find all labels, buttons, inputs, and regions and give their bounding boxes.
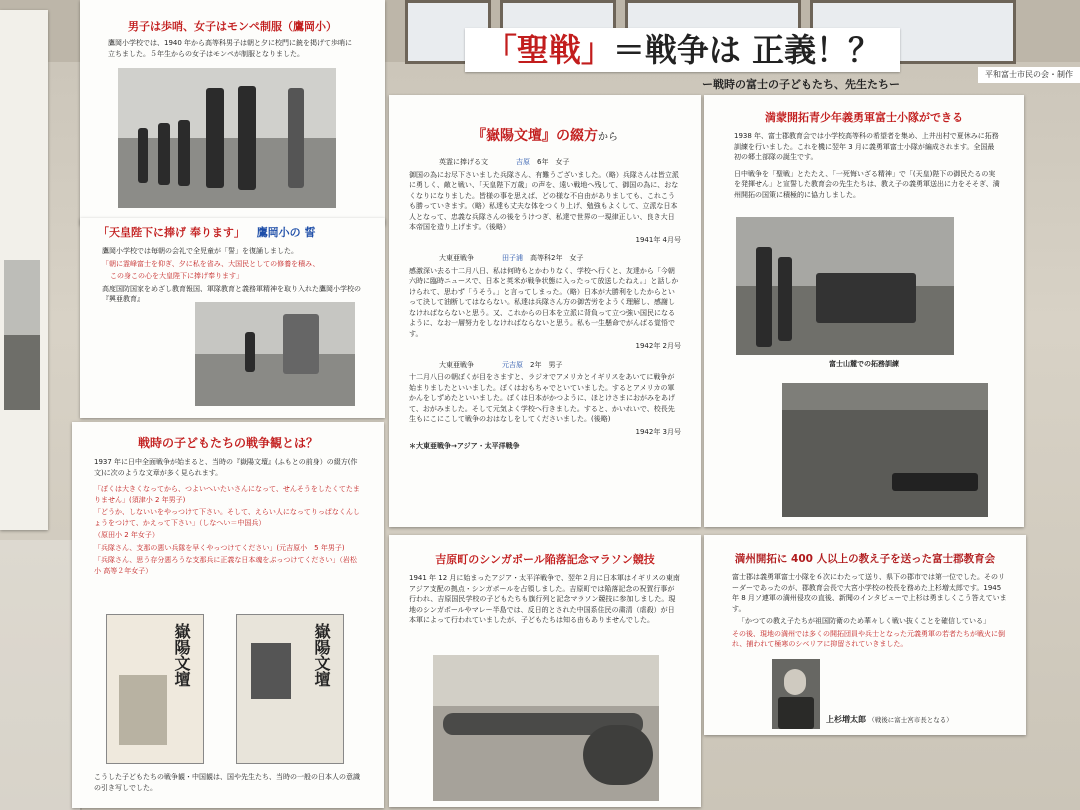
essay3-date: 1942年 3月号 — [635, 427, 681, 436]
teachers-body: 富士郡は義勇軍富士小隊を６次にわたって送り、県下の郡市では第一位でした。そのリーダーであったのが、郡教育会長で大宮小学校の校長を務めた上杉増太郎です。1945 年 8 月ソ連軍の満州侵攻の直後、新聞のインタビューで上杉は勇ましくこう答えています。 — [732, 573, 1007, 613]
photo-guard-post — [195, 302, 355, 406]
panel-title: 戦時の子どもたちの戦争観とは？ — [137, 436, 318, 450]
portrait-caption — [826, 715, 1026, 726]
panel-title: 男子は歩哨、女子はモンペ制服（鷹岡小） — [128, 20, 337, 33]
children-footer: こうした子どもたちの戦争観・中国観は、国や先生たち、当時の一般の日本人の意識の引き写しでした。 — [94, 773, 360, 792]
essay2-body: 感激深い去る十二月八日、私は何時もとかわりなく、学校へ行くと、友達から「今朝六時に臨時ニュースで、日本と英米が戦争状態に入ったって放送したねえ。」と話しかけられて、思わず「うそう。」と言ってしまった。（略）日本が大勝利をしたからといって決して油断してはならない。私達は兵隊さん方の御苦労をようく理解し、感謝しなければならないと思う。又、これからの日本を立派に背負って立つ強い国民になるように、なお一層努力をしなければならないと思う。私も一生懸命でがんばる覚悟です。 — [409, 266, 679, 338]
essays-title: 『嶽陽文壇』の綴方 — [472, 128, 598, 144]
essay1-date: 1941年 4月号 — [635, 235, 681, 244]
cover-title-b: 嶽陽文壇 — [312, 623, 331, 687]
panel-title: 満州開拓に 400 人以上の教え子を送った富士郡教育会 — [734, 553, 996, 565]
panel-essays — [389, 95, 701, 527]
panel-title: 吉原町のシンガポール陥落記念マラソン競技 — [435, 553, 655, 566]
children-intro: 1937 年に日中全面戦争が始まると、当時の『嶽陽文壇』(ふもとの前身）の綴方(作文)に次のような文章が多く見られます。 — [94, 458, 358, 477]
marathon-body: 1941 年 12 月に始まったアジア・太平洋戦争で、翌年２月に日本軍はイギリスの東南アジア支配の拠点・シンガポールを占領しました。吉原町では陥落記念の祝賀行事が行われ、吉原国民学校の子どもたちも旗行列と記念マラソン競技に参加しました。現地のシンガポールやマレー半島では、反日的とされた中国系住民の粛清（虐殺）が日本軍によって行われていましたが、子どもたちは知る由もありませんでした。 — [409, 574, 680, 624]
panel-monpe — [80, 0, 385, 225]
main-title-rest: ＝戦争は 正義！？ — [612, 31, 881, 69]
panel-title — [98, 224, 367, 240]
children-quote1: 「ぼくは大きくなってから、つよいへいたいさんになって、せんそうをしたくてたまりません」(須津小 2 年男子) — [94, 485, 360, 504]
org-label: 平和富士市民の会・制作 — [978, 67, 1080, 83]
essay1-body: 御国の為にお尽下さいました兵隊さん、有難うございました。（略）兵隊さんは皆立派に勇しく、敵と戦い、「天皇陛下万歳」の声を、遠い戦地へ残して、御国の為に、おなくなりになりました。皆様の事を思えば、どの様な不自由がありましても、これこうも勝っていきます。（略）私達も丈夫な体をつくり上げ、勉強もよくして、立派な日本人となって、忠義な兵隊さんの後をうけつぎ、私達で世界の一現律正しい、良き大日本帝国を造り上げます。（後略） — [409, 170, 679, 231]
panel-oath — [80, 218, 385, 418]
main-title — [465, 28, 900, 72]
magazine-cover-a — [106, 614, 204, 764]
oath-title-b: 鷹岡小の 誓 — [256, 226, 316, 239]
essays-note: ＊大東亜戦争→アジア・太平洋戦争 — [409, 442, 520, 450]
teachers-body2: その後、現地の満州では多くの開拓団員や兵士となった元義勇軍の若者たちが戦火に倒れ、捕われて極寒のシベリアに抑留されていきました。 — [732, 629, 1005, 648]
oath-line1: 鷹岡小学校では毎朝の会礼で全児童が「誓」を復誦しました。 — [102, 247, 298, 255]
display-glass — [0, 540, 82, 810]
essays-title-suffix: から — [598, 132, 618, 143]
oath-quote2: この身この心を大皇陛下に捧げ奉ります」 — [110, 272, 243, 280]
oath-line2: 高度国防国家をめざし教育報国、軍隊教育と義務軍精神を取り入れた鷹岡小学校の『興亜教育』 — [102, 284, 361, 303]
children-quote4: 「兵隊さん、思う存分悪ろうな支那兵に正義な日本魂をぶっつけてください」（岩松小 高等２年女子） — [94, 556, 357, 575]
magazine-cover-b — [236, 614, 344, 764]
photo-portrait — [772, 659, 820, 729]
oath-title-a: 「天皇陛下に捧げ 奉ります」 — [98, 226, 245, 239]
children-quote2: 「どうか、しないいをやっつけて下さい。そして、えらい人になってりっぱなくんしょうをつけて、かえって下さい」（しなへい＝中国兵） — [94, 508, 360, 527]
children-quote2b: （原田小 2 年女子） — [94, 531, 159, 539]
photo-field-drill — [782, 383, 988, 517]
photo-marathon — [433, 655, 659, 801]
essay3-body: 十二月八日の朝ぼくが目をさますと、ラジオでアメリカとイギリスをあいてに戦争が始まりましたといいました。ぼくはおもちゃでといていました。するとアメリカの軍かんをしずめたといいました。ぼくは日本がかつように、ほとけさまにおがみをあげて、おがみました。そして元気よく学校へ行きました。すると、かいれいで、校長先生もにこにこして戦争のおはなしをしてくださいました。(後略) — [409, 373, 675, 423]
panel-teachers — [704, 535, 1026, 735]
mongol-body: 1938 年、富士郡教育会では小学校高等科の希望者を集め、上井出村で夏休みに拓務訓練を行いました。これを機に翌年 3 月に義勇軍富士小隊が編成されます。全国最初の郷土部隊の誕生です。 — [734, 132, 999, 161]
edge-poster — [0, 10, 48, 530]
teachers-quote: 「かつての教え子たちが祖国防衛のため華々しく戦い抜くことを確信している」 — [738, 617, 990, 625]
mongol-body2: 日中戦争を「聖戦」とたたえ、「一死悔いざる精神」で「(天皇)陛下の御民たるの実を発揮せん」と宣誓した教育会の先生たちは、教え子の義勇軍送出に力をそそぎ、満州開拓の国策に積極的に協力しました。 — [734, 169, 1000, 199]
photo-monpe-girls — [118, 68, 336, 208]
essay3-head: 大東亜戦争 元吉原 2年 男子 — [439, 360, 563, 369]
panel-title — [389, 125, 701, 145]
cover-title-a: 嶽陽文壇 — [172, 623, 191, 687]
photo-caption: 富士山麓での拓務訓練 — [829, 360, 899, 368]
edge-photo — [4, 260, 40, 410]
oath-quote1: 「朝に霊峰富士を仰ぎ、夕に私を省み、大国民としての修養を積み、 — [102, 259, 320, 268]
subtitle: ー戦時の富士の子どもたち、先生たちー — [702, 78, 900, 91]
person-note: （戦後に富士宮市長となる） — [868, 716, 953, 724]
panel-marathon — [389, 535, 701, 807]
panel-title: 満蒙開拓青少年義勇軍富士小隊ができる — [765, 111, 963, 124]
children-quote3: 「兵隊さん、支那の悪い兵隊を早くやっつけてください」(元吉原小 5 年男子) — [94, 543, 345, 552]
main-title-keyword: 「聖戦」 — [484, 31, 613, 69]
person-name: 上杉増太郎 — [826, 715, 866, 724]
panel-mongol — [704, 95, 1024, 527]
panel-body: 鷹岡小学校では、1940 年から高等科男子は朝と夕に校門に銃を掲げて歩哨に立ちました。５年生からの女子はモンペが制服となりました。 — [108, 39, 353, 58]
essay1-head: 英霊に捧げる文 吉原 6年 女子 — [439, 158, 570, 166]
essay2-date: 1942年 2月号 — [635, 342, 681, 350]
photo-training — [736, 217, 954, 355]
panel-children — [72, 422, 384, 808]
essay2-head: 大東亜戦争 田子浦 高等科2年 女子 — [439, 254, 584, 262]
